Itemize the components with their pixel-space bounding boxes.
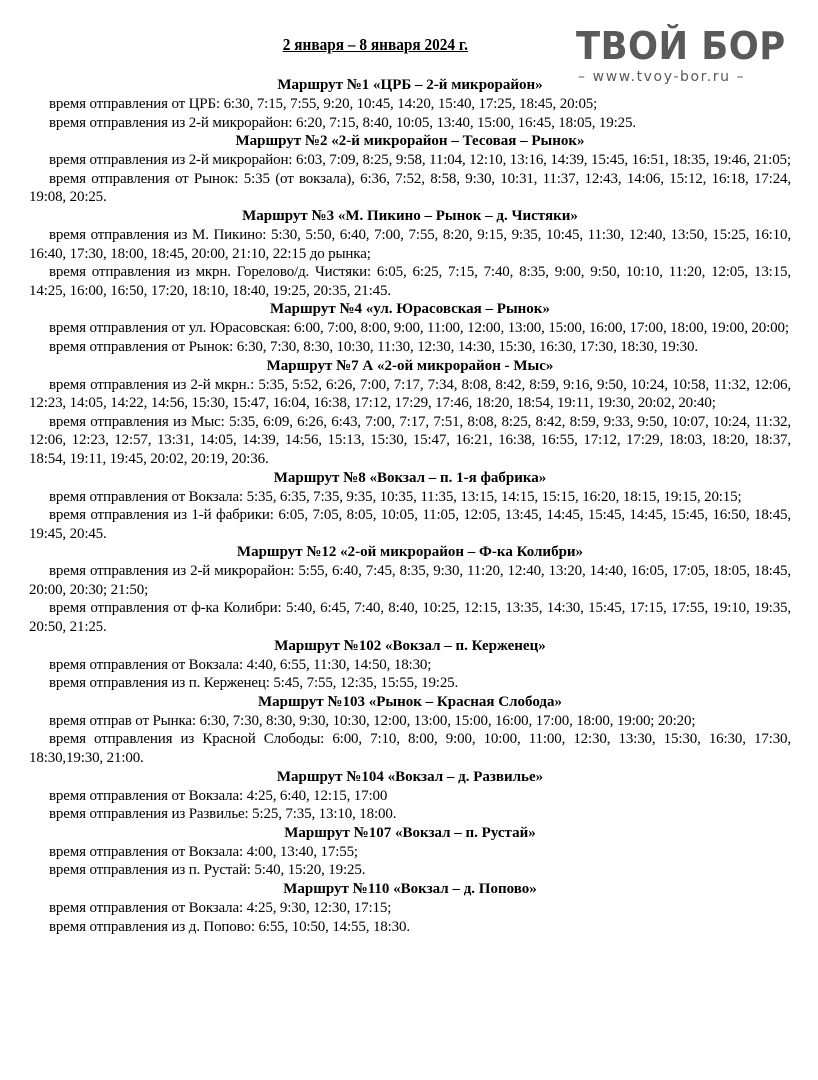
departure-times: время отправления от ф-ка Колибри: 5:40, 6:45, 7:40, 8:40, 10:25, 12:15, 13:35, 14:30, 15:45, 17:15, 17:55, 19:10, 19:35, 20:50, 21:25. [29,600,791,636]
route-2 [29,132,791,207]
route-title: Маршрут №110 «Вокзал – д. Попово» [283,881,537,897]
logo-url: – www.tvoy-bor.ru – [578,69,746,85]
departure-times: время отправления из Красной Слободы: 6:00, 7:10, 8:00, 9:00, 10:00, 11:00, 12:30, 13:30, 15:30, 16:30, 17:30, 18:30,19:30, 21:00. [29,731,791,767]
route-107 [29,824,791,880]
departure-times: время отправления от Вокзала: 4:25, 6:40, 12:15, 17:00 [49,787,388,804]
route-title: Маршрут №102 «Вокзал – п. Керженец» [274,637,546,654]
departure-times: время отправления из п. Рустай: 5:40, 15:20, 19:25. [49,862,366,879]
departure-times: время отправления от ул. Юрасовская: 6:00, 7:00, 8:00, 9:00, 11:00, 12:00, 13:00, 15:00, 16:00, 17:00, 18:00, 19:00, 20:00; [49,320,789,337]
route-title: Маршрут №107 «Вокзал – п. Рустай» [284,824,536,841]
route-title: Маршрут №2 «2-й микрорайон – Тесовая – Рынок» [235,133,585,150]
schedule-document [29,35,791,936]
route-1 [29,76,791,132]
departure-times: время отправления из 2-й микрорайон: 5:55, 6:40, 7:45, 8:35, 9:30, 11:20, 12:40, 13:20, 14:40, 16:05, 17:05, 18:05, 18:45, 20:00, 20:30; 21:50; [29,563,791,598]
departure-times: время отправления из мкрн. Горелово/д. Чистяки: 6:05, 6:25, 7:15, 7:40, 8:35, 9:00, 9:50, 10:10, 11:20, 12:05, 13:15, 14:25, 16:00, 16:50, 17:20, 18:10, 18:40, 19:25, 20:35, 21:45. [29,264,791,299]
route-8 [29,469,791,544]
route-title: Маршрут №4 «ул. Юрасовская – Рынок» [270,301,550,318]
departure-times: время отправ от Рынка: 6:30, 7:30, 8:30, 9:30, 10:30, 12:00, 13:00, 15:00, 16:00, 17:00, 18:00, 19:00; 20:20; [49,712,696,729]
route-110 [29,880,791,936]
departure-times: время отправления от Вокзала: 4:00, 13:40, 17:55; [49,843,358,860]
route-title: Маршрут №12 «2-ой микрорайон – Ф-ка Колибри» [236,544,584,561]
route-12 [29,543,791,636]
logo-text: ТВОЙ БОР [576,24,786,68]
departure-times: время отправления из 2-й микрорайон: 6:20, 7:15, 8:40, 10:05, 13:40, 15:00, 16:45, 18:05, 19:25. [49,114,636,131]
route-102 [29,637,791,693]
route-title: Маршрут №7 А «2-ой микрорайон - Мыс» [266,357,554,374]
departure-times: время отправления из д. Попово: 6:55, 10:50, 14:55, 18:30. [49,918,410,935]
route-title: Маршрут №104 «Вокзал – д. Развилье» [276,768,544,785]
departure-times: время отправления из 1-й фабрики: 6:05, 7:05, 8:05, 10:05, 11:05, 12:05, 13:45, 14:45, 15:45, 14:45, 15:45, 16:50, 18:45, 19:45, 20:45. [29,507,791,542]
departure-times: время отправления от Вокзала: 5:35, 6:35, 7:35, 9:35, 10:35, 11:35, 13:15, 14:15, 15:15, 16:20, 18:15, 19:15, 20:15; [49,488,742,505]
departure-times: время отправления от ЦРБ: 6:30, 7:15, 7:55, 9:20, 10:45, 14:20, 15:40, 17:25, 18:45, 20:05; [49,96,598,112]
departure-times: время отправления от Вокзала: 4:25, 9:30, 12:30, 17:15; [49,900,392,916]
departure-times: время отправления от Рынок: 5:35 (от вокзала), 6:36, 7:52, 8:58, 9:30, 10:31, 11:37, 12:43, 14:06, 15:12, 16:18, 17:24, 19:08, 20:25. [29,170,791,206]
departure-times: время отправления из 2-й мкрн.: 5:35, 5:52, 6:26, 7:00, 7:17, 7:34, 8:08, 8:42, 8:59, 9:16, 9:50, 10:24, 10:58, 11:32, 12:06, 12:23, 14:05, 14:22, 14:56, 15:30, 15:47, 16:04, 16:38, 17:12, 17:29, 17:46, 18:20, 18:54, 19:11, 19:30, 20:02, 20:40; [29,376,791,412]
route-title: Маршрут №103 «Рынок – Красная Слобода» [258,693,562,710]
route-title: Маршрут №3 «М. Пикино – Рынок – д. Чистяки» [242,207,578,224]
route-7a [29,357,791,469]
route-103 [29,693,791,768]
departure-times: время отправления от Рынок: 6:30, 7:30, 8:30, 10:30, 11:30, 12:30, 14:30, 15:30, 16:30, 17:30, 18:30, 19:30. [49,338,698,355]
departure-times: время отправления из Развилье: 5:25, 7:35, 13:10, 18:00. [49,806,397,823]
departure-times: время отправления из М. Пикино: 5:30, 5:50, 6:40, 7:00, 7:55, 8:20, 9:15, 9:35, 10:45, 11:30, 12:40, 13:50, 15:25, 16:10, 16:40, 17:30, 18:00, 18:45, 20:00, 21:10, 22:15 до рынка; [29,226,791,262]
page-title: 2 января – 8 января 2024 г. [282,35,468,54]
departure-times: время отправления из Мыс: 5:35, 6:09, 6:26, 6:43, 7:00, 7:17, 7:51, 8:08, 8:25, 8:42, 8:59, 9:33, 9:50, 10:07, 10:24, 11:32, 12:06, 12:23, 12:57, 13:31, 14:05, 14:39, 14:56, 15:13, 15:30, 15:47, 16:21, 16:38, 16:55, 17:12, 17:29, 18:03, 18:20, 18:37, 18:54, 19:11, 19:45, 20:02, 20:19, 20:36. [29,413,791,467]
route-title: Маршрут №1 «ЦРБ – 2-й микрорайон» [277,77,543,93]
departure-times: время отправления из 2-й микрорайон: 6:03, 7:09, 8:25, 9:58, 11:04, 12:10, 13:16, 14:39, 15:45, 16:51, 18:35, 19:46, 21:05; [49,152,791,169]
route-4 [29,300,791,356]
route-104 [29,768,791,824]
route-3 [29,207,791,300]
departure-times: время отправления от Вокзала: 4:40, 6:55, 11:30, 14:50, 18:30; [49,656,432,673]
routes-list [29,76,791,936]
departure-times: время отправления из п. Керженец: 5:45, 7:55, 12:35, 15:55, 19:25. [49,675,459,692]
route-title: Маршрут №8 «Вокзал – п. 1-я фабрика» [273,469,547,486]
